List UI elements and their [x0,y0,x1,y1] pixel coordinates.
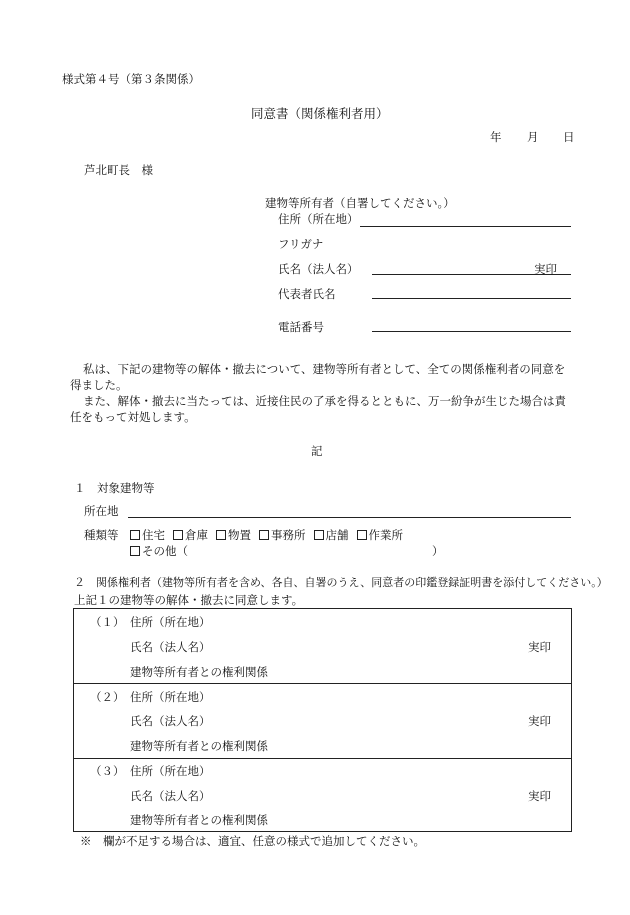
owner-address-label: 住所（所在地） [278,212,359,226]
entry-number: （２） [90,690,125,704]
document-title: 同意書（関係権利者用） [251,106,389,121]
entry-name-label[interactable]: 氏名（法人名） [130,640,211,654]
checkbox-icon [314,530,324,540]
date-day: 日 [563,130,575,144]
addressee: 芦北町長 様 [84,163,153,177]
type-option-office[interactable]: 事務所 [259,528,306,542]
owner-seal-label: 実印 [534,262,557,276]
checkbox-icon [216,530,226,540]
table-divider [73,683,572,684]
type-option-storeroom[interactable]: 物置 [216,528,251,542]
entry-relation-label[interactable]: 建物等所有者との権利関係 [130,813,268,827]
type-option-other[interactable]: その他（ [130,544,188,558]
checkbox-icon [173,530,183,540]
body-para2-line2: 任をもって対処します。 [70,410,196,424]
section2-heading: ２ 関係権利者（建物等所有者を含め、各自、自署のうえ、同意者の印鑑登録証明書を添付してください。） [74,576,608,589]
location-label: 所在地 [84,504,119,518]
entry-name-label[interactable]: 氏名（法人名） [130,714,211,728]
owner-heading: 建物等所有者（自署してください。） [265,196,455,210]
owner-phone-label: 電話番号 [278,320,324,334]
section1-heading: １ 対象建物等 [74,481,155,495]
checkbox-icon [259,530,269,540]
type-option-workshop[interactable]: 作業所 [357,528,404,542]
owner-representative-label: 代表者氏名 [278,287,336,301]
date-month: 月 [527,130,539,144]
body-para1-line1: 私は、下記の建物等の解体・撤去について、建物等所有者として、全ての関係権利者の同意を [83,362,566,376]
owner-name-field[interactable] [372,274,571,275]
ki-label: 記 [311,444,323,458]
type-option-shop[interactable]: 店舗 [314,528,349,542]
entry-address-label[interactable]: 住所（所在地） [130,764,211,778]
date-year: 年 [490,130,502,144]
checkbox-icon [130,546,140,556]
body-para1-line2: 得ました。 [70,378,128,392]
form-number: 様式第４号（第３条関係） [62,72,200,86]
entry-name-label[interactable]: 氏名（法人名） [130,789,211,803]
owner-address-field[interactable] [360,226,571,227]
owner-furigana-label: フリガナ [278,237,324,251]
type-option-warehouse[interactable]: 倉庫 [173,528,208,542]
entry-address-label[interactable]: 住所（所在地） [130,615,211,629]
owner-representative-field[interactable] [372,298,571,299]
owner-phone-field[interactable] [372,331,571,332]
body-para2-line1: また、解体・撤去に当たっては、近接住民の了承を得るとともに、万一紛争が生じた場合は責 [83,394,566,408]
entry-relation-label[interactable]: 建物等所有者との権利関係 [130,739,268,753]
type-checkbox-row [130,528,411,542]
type-label: 種類等 [84,528,119,542]
entry-address-label[interactable]: 住所（所在地） [130,690,211,704]
entry-number: （３） [90,764,125,778]
checkbox-icon [357,530,367,540]
entry-number: （１） [90,615,125,629]
checkbox-icon [130,530,140,540]
type-other-close: ） [432,544,444,558]
table-divider [73,758,572,759]
owner-name-label: 氏名（法人名） [278,262,359,276]
entry-seal-label: 実印 [528,640,551,654]
entry-seal-label: 実印 [528,714,551,728]
entry-relation-label[interactable]: 建物等所有者との権利関係 [130,665,268,679]
entry-seal-label: 実印 [528,789,551,803]
section2-subheading: 上記１の建物等の解体・撤去に同意します。 [74,593,304,607]
type-option-house[interactable]: 住宅 [130,528,165,542]
footnote: ※ 欄が不足する場合は、適宜、任意の様式で追加してください。 [80,834,425,848]
location-field[interactable] [128,517,571,518]
